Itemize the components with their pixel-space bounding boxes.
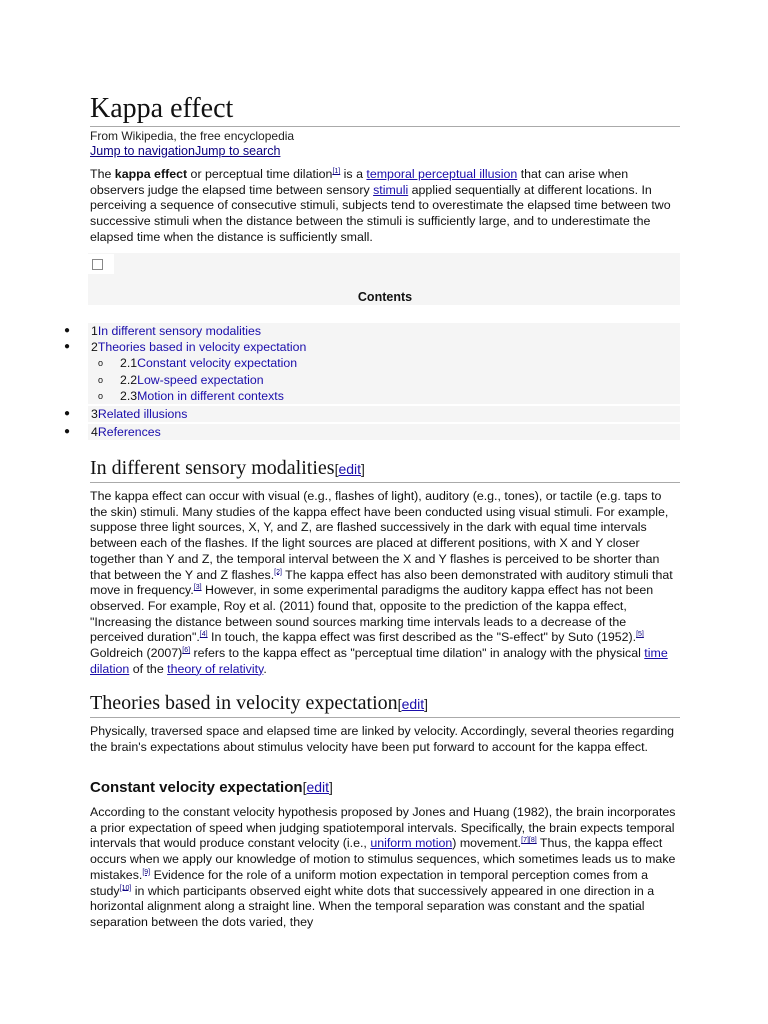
site-subtitle: From Wikipedia, the free encyclopedia [90, 129, 295, 143]
citation-6 [182, 647, 190, 654]
bullet-icon: ● [64, 325, 71, 336]
toc-number: 2.3 [120, 388, 138, 403]
bullet-icon: ● [64, 341, 71, 353]
section-heading [90, 691, 680, 718]
citation-link[interactable]: [2] [274, 568, 282, 576]
toc-number: 1 [91, 324, 98, 338]
toc-link[interactable]: Theories based in velocity expectation [97, 340, 307, 355]
toc-link[interactable]: In different sensory modalities [97, 324, 261, 338]
text: In touch, the kappa effect was first described as the "S-effect" by Suto (1952). [207, 630, 637, 645]
text: in which participants observed eight white dots that successively appeared in one direction in a horizontal alignment along a straight line. When the temporal separation was constant and the spatial separation between the dots varied, they [90, 883, 655, 929]
bullet-icon: ● [64, 426, 71, 438]
text: . [263, 661, 267, 676]
citation-link[interactable]: [5] [636, 631, 644, 639]
edit-link[interactable]: edit [401, 696, 425, 712]
heading-text: Theories based in velocity expectation [90, 692, 398, 714]
text: The [90, 167, 115, 181]
bullet-icon: ● [64, 407, 71, 419]
text: Goldreich (2007) [90, 646, 183, 661]
text: The kappa effect has also been demonstrated with auditory stimuli that move in frequency. [90, 567, 673, 598]
link-uniform-motion[interactable]: uniform motion [370, 836, 453, 851]
link-time-dilation[interactable]: time dilation [90, 646, 668, 676]
text: Thus, the kappa effect occurs when we apply our knowledge of motion to stimulus sequences, which sometimes leads us to make mistakes. [90, 836, 676, 882]
text: According to the constant velocity hypothesis proposed by Jones and Huang (1982), the brain incorporates a prior expectation of speed when judging spatiotemporal intervals. Specifically, the brain expects temporal intervals that would produce constant velocity (i.e., [90, 805, 676, 851]
citation-link[interactable]: [4] [199, 631, 208, 639]
citation-link[interactable]: [3] [193, 584, 202, 592]
heading-text: Constant velocity expectation [90, 779, 303, 796]
toc-number: 3 [91, 406, 98, 421]
text: Evidence for the role of a uniform motion expectation in temporal perception comes from a study [90, 867, 649, 898]
circle-bullet-icon: o [98, 374, 104, 385]
citation-2 [274, 568, 282, 575]
citation-3 [194, 584, 202, 591]
citation-5 [636, 631, 644, 638]
page-title: Kappa effect [90, 93, 680, 127]
section-paragraph [90, 805, 680, 931]
circle-bullet-icon: o [98, 390, 104, 401]
link-theory-of-relativity[interactable]: theory of relativity [167, 661, 264, 676]
text: However, in some experimental paradigms the auditory kappa effect has not been observed. For example, Roy et al. (2011) found that, opposite to the prediction of the kappa effect, "Increasing the distance between sound sources marking time intervals leads to a decrease of the perceived duration". [90, 583, 654, 645]
edit-link[interactable]: edit [338, 461, 362, 477]
citation-7-8 [521, 837, 537, 844]
citation-link[interactable]: [7][8] [521, 837, 537, 845]
section-paragraph [90, 489, 680, 677]
citation-10 [120, 884, 132, 891]
citation-link[interactable]: [1] [332, 167, 341, 175]
jump-links [90, 144, 280, 158]
intro-paragraph [90, 167, 680, 246]
citation-link[interactable]: [6] [182, 646, 191, 654]
text: or perceptual time dilation [187, 167, 333, 181]
link-stimuli[interactable]: stimuli [373, 182, 409, 197]
text: The kappa effect can occur with visual (e.g., flashes of light), auditory (e.g., tones), or tactile (e.g. taps to the skin) stimuli. Many studies of the kappa effect have been conducted using visual stimuli. For example, suppose three light sources, X, Y, and Z, are flashed successively in the dark with equal time intervals between each of the flashes. If the light sources are placed at different positions, with X and Y closer together than Y and Z, the temporal interval between the X and Y flashes is perceived to be shorter than that between the Y and Z flashes. [90, 489, 669, 582]
toc-subitem[interactable] [88, 372, 680, 388]
toc-subitem[interactable] [88, 355, 680, 371]
jump-to-search-link[interactable]: Jump to search [194, 144, 281, 158]
toc-link[interactable]: Related illusions [97, 406, 188, 421]
section-heading [90, 456, 680, 483]
jump-to-navigation-link[interactable]: Jump to navigation [90, 144, 195, 158]
edit-section: [edit] [302, 779, 333, 795]
toc-number: 2.1 [120, 356, 138, 371]
text: that can arise when observers judge the elapsed time between sensory [90, 167, 629, 197]
toc-toggle-checkbox[interactable] [92, 259, 103, 270]
subsection-heading [90, 778, 333, 797]
toc-title: Contents [357, 290, 413, 304]
toc-number: 2.2 [120, 372, 138, 387]
text: refers to the kappa effect as "perceptual time dilation" in analogy with the physical [190, 646, 645, 661]
toc-item[interactable] [64, 406, 680, 422]
citation-link[interactable]: [9] [142, 868, 151, 876]
text: applied sequentially at different locations. In perceiving a sequence of consecutive stimuli, subjects tend to overestimate the elapsed time between two successive stimuli when the distance between the stimuli is sufficiently large, and to underestimate the elapsed time when the distance is sufficiently small. [90, 182, 671, 244]
text: of the [129, 661, 168, 676]
edit-section: [edit] [397, 696, 429, 712]
edit-section: [edit] [334, 461, 365, 477]
toc-number: 2 [91, 340, 98, 355]
toc-list [64, 323, 680, 440]
toc-item[interactable] [64, 424, 680, 440]
citation-9 [142, 869, 150, 876]
section-paragraph: Physically, traversed space and elapsed time are linked by velocity. Accordingly, several theories regarding the brain's expectations about stimulus velocity have been put forward to account for the kappa effect. [90, 724, 675, 754]
toc-subitem[interactable] [88, 388, 680, 404]
bold-term: kappa effect [114, 167, 188, 181]
toc-link[interactable]: Motion in different contexts [137, 388, 284, 403]
toc-item[interactable] [64, 323, 680, 339]
text: is a [340, 167, 367, 181]
citation-4 [200, 631, 208, 638]
heading-text: In different sensory modalities [90, 457, 335, 479]
citation-link[interactable]: [10] [119, 884, 132, 892]
edit-link[interactable]: edit [306, 779, 330, 795]
toc-link[interactable]: Low-speed expectation [137, 372, 264, 387]
text: ) movement. [452, 836, 522, 851]
toc-item[interactable] [64, 339, 680, 355]
toc-link[interactable]: References [97, 425, 161, 440]
toc-number: 4 [91, 425, 98, 440]
link-temporal-perceptual-illusion[interactable]: temporal perceptual illusion [366, 167, 518, 181]
toc-link[interactable]: Constant velocity expectation [137, 356, 298, 371]
circle-bullet-icon: o [98, 358, 104, 369]
